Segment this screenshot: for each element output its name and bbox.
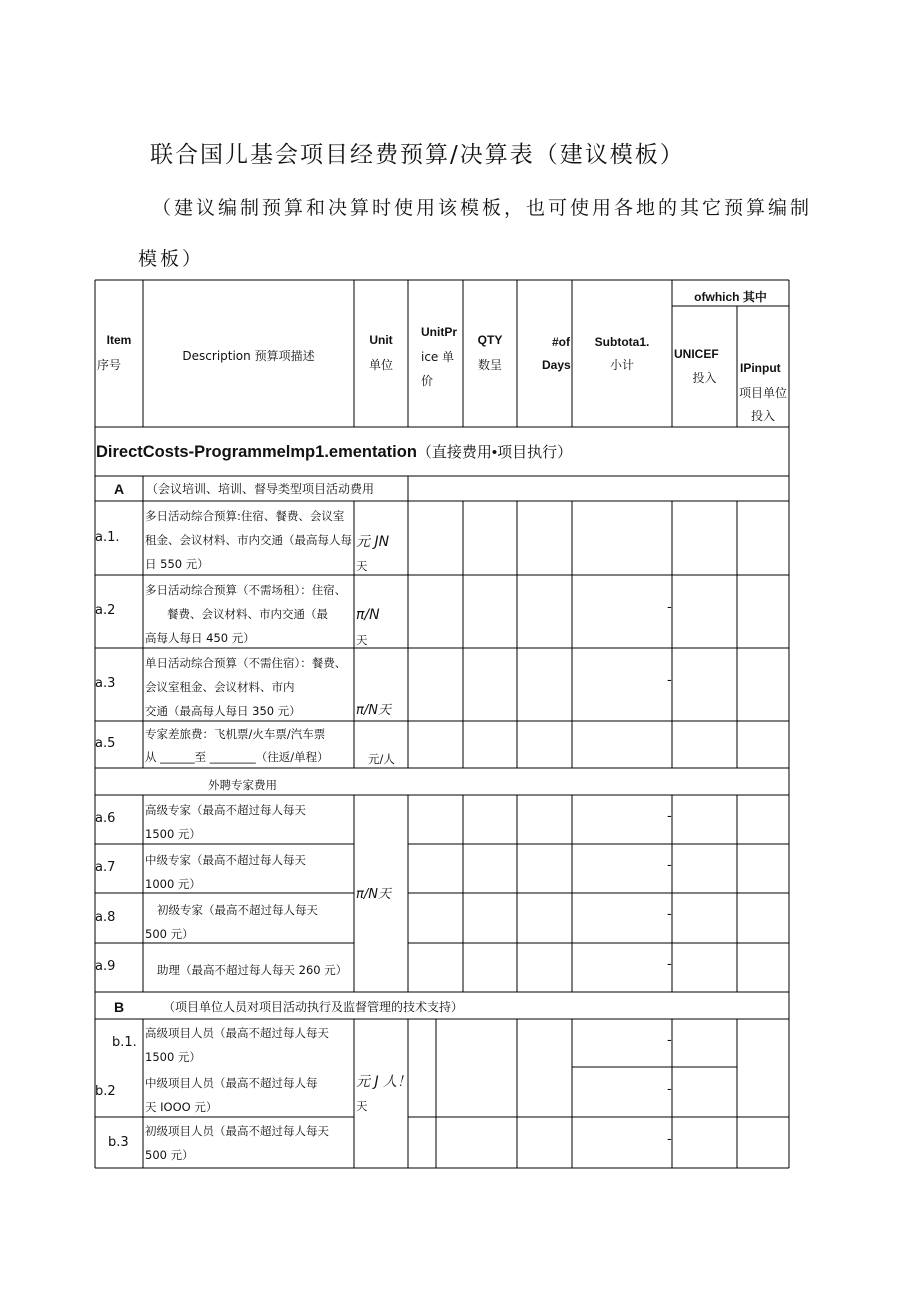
header-item-en: Item: [106, 333, 132, 347]
row-a9-subtotal-dash: -: [667, 957, 672, 972]
row-a3-unit: π/N天: [356, 703, 391, 718]
row-a5-unit: 元/人: [368, 752, 395, 766]
header-unicef-zh: 投入: [692, 371, 717, 385]
row-b2-subtotal-dash: -: [667, 1082, 672, 1097]
header-days-line1: #of: [552, 335, 570, 349]
header-unit-zh: 单位: [368, 358, 393, 372]
row-a2-unit-line2: 天: [356, 633, 368, 647]
header-subtotal-en: Subtota1.: [594, 335, 650, 349]
row-a7-desc-line1: 中级专家（最高不超过每人每天: [145, 853, 306, 867]
row-b3-code: b.3: [108, 1135, 129, 1150]
row-a9-code: a.9: [95, 959, 116, 974]
section-b-label: （项目单位人员对项目活动执行及监督管理的技术支持）: [163, 1000, 464, 1014]
header-subtotal-zh: 小计: [609, 358, 634, 372]
row-b3-desc-line1: 初级项目人员（最高不超过每人每天: [145, 1124, 329, 1138]
header-unit-en: Unit: [369, 333, 393, 347]
row-a5-code: a.5: [95, 736, 116, 751]
row-b3-desc-line2: 500 元）: [145, 1148, 194, 1162]
row-a3-subtotal-dash: -: [667, 673, 672, 688]
header-item-zh: 序号: [97, 358, 122, 372]
document-title: 联合国儿基会项目经费预算/决算表（建议模板）: [150, 142, 685, 168]
row-b1-code: b.1.: [112, 1035, 137, 1050]
row-b1-desc-line1: 高级项目人员（最高不超过每人每天: [145, 1026, 329, 1040]
section-a-label: （会议培训、培训、督导类型项目活动费用: [146, 482, 375, 496]
row-a1-code: a.1.: [95, 530, 120, 545]
header-ip-en: IPinput: [740, 361, 781, 375]
row-a2-desc-line3: 高每人每日 450 元）: [145, 631, 255, 645]
row-b2-desc-line2: 天 IOOO 元）: [145, 1100, 218, 1114]
row-a8-subtotal-dash: -: [667, 907, 672, 922]
row-a6-desc-line1: 高级专家（最高不超过每人每天: [145, 803, 306, 817]
staff-unit-line1: 元 J 人！: [356, 1074, 412, 1090]
document-subtitle-line2: 模板）: [138, 248, 205, 270]
row-a5-desc-line2: 从 ______至 ________（往返/单程）: [145, 750, 329, 764]
row-a1-desc-line1: 多日活动综合预算:住宿、餐费、会议室: [145, 509, 345, 523]
row-b1-desc-line2: 1500 元）: [145, 1050, 201, 1064]
row-a3-desc-line1: 单日活动综合预算（不需住宿）：餐费、: [145, 656, 347, 670]
row-a3-code: a.3: [95, 676, 116, 691]
header-description: Description 预算项描述: [182, 349, 315, 363]
row-b1-subtotal-dash: -: [667, 1033, 672, 1048]
header-unitprice-line2: ice 单: [421, 350, 455, 364]
row-a1-desc-line2: 租金、会议材料、市内交通（最高每人每: [145, 533, 352, 547]
row-a6-subtotal-dash: -: [667, 809, 672, 824]
row-a3-desc-line3: 交通（最高每人每日 350 元）: [145, 704, 301, 718]
row-a2-desc-line2: 餐费、会议材料、市内交通（最: [167, 607, 328, 621]
row-a1-unit-line2: 天: [356, 559, 368, 573]
direct-costs-heading: [96, 440, 572, 465]
header-unitprice-line3: 价: [421, 374, 434, 388]
row-a8-desc-line2: 500 元）: [145, 927, 194, 941]
row-a9-desc: 助理（最高不超过每人每天 260 元）: [157, 963, 348, 977]
header-unicef-en: UNICEF: [674, 347, 719, 361]
direct-costs-en: DirectCosts-Programmelmp1.ementation: [96, 443, 417, 461]
row-a1-desc-line3: 日 550 元）: [145, 557, 209, 571]
header-ip-zh-line2: 投入: [750, 409, 775, 423]
row-a8-desc-line1: 初级专家（最高不超过每人每天: [157, 903, 318, 917]
header-days-line2: Days: [542, 358, 571, 372]
row-a6-code: a.6: [95, 811, 116, 826]
row-a2-subtotal-dash: -: [667, 600, 672, 615]
row-a7-subtotal-dash: -: [667, 858, 672, 873]
row-b2-code: b.2: [95, 1084, 116, 1099]
section-b-code: B: [113, 999, 125, 1015]
row-b2-desc-line1: 中级项目人员（最高不超过每人每: [145, 1076, 318, 1090]
staff-unit-line2: 天: [356, 1099, 368, 1113]
row-a6-desc-line2: 1500 元）: [145, 827, 201, 841]
row-a2-code: a.2: [95, 603, 116, 618]
document-subtitle-line1: （建议编制预算和决算时使用该模板，也可使用各地的其它预算编制: [152, 197, 813, 219]
direct-costs-zh: （直接费用•项目执行）: [416, 444, 573, 461]
header-ip-zh-line1: 项目单位: [738, 386, 787, 400]
row-a7-code: a.7: [95, 860, 116, 875]
row-a7-desc-line2: 1000 元）: [145, 877, 201, 891]
row-a3-desc-line2: 会议室租金、会议材料、市内: [145, 680, 295, 694]
row-a8-code: a.8: [95, 910, 116, 925]
row-a2-unit-line1: π/N: [356, 607, 380, 623]
header-of-which: ofwhich 其中: [694, 290, 767, 304]
row-b3-subtotal-dash: -: [667, 1132, 672, 1147]
row-a2-desc-line1: 多日活动综合预算（不需场租）：住宿、: [145, 583, 347, 597]
row-a5-desc-line1: 专家差旅费：飞机票/火车票/汽车票: [145, 727, 326, 741]
row-a1-unit-line1: 元 JN: [356, 534, 390, 550]
section-a-code: A: [113, 481, 125, 497]
header-qty-en: QTY: [477, 333, 503, 347]
header-unitprice-line1: UnitPr: [421, 325, 457, 339]
header-qty-zh: 数呈: [477, 358, 502, 372]
experts-unit: π/N天: [356, 887, 391, 902]
external-experts-label: 外聘专家费用: [208, 778, 277, 792]
